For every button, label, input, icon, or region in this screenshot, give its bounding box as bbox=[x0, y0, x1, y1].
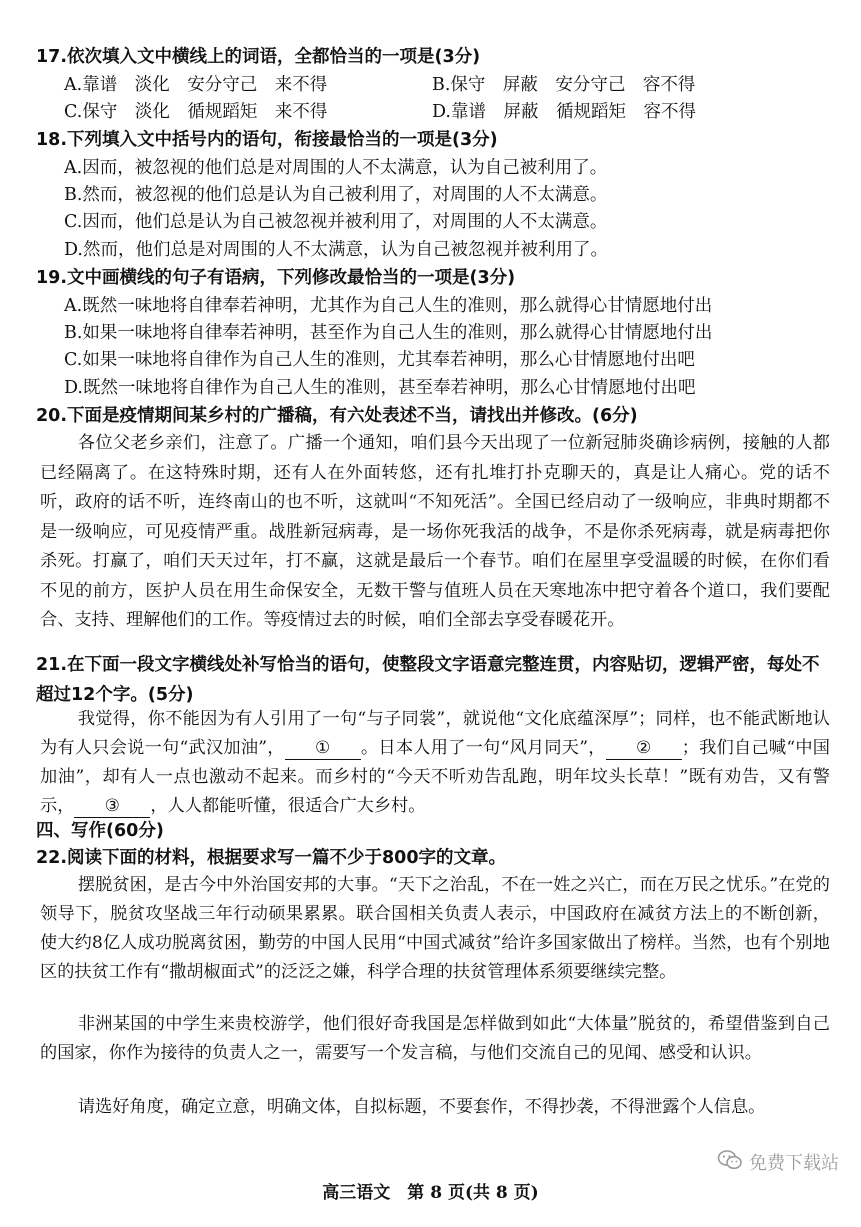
q21-title: 21.在下面一段文字横线处补写恰当的语句，使整段文字语意完整连贯，内容贴切，逻辑严密，每处不超过12个字。(5分) bbox=[36, 655, 820, 705]
q20-broadcast-text: 各位父老乡亲们，注意了。广播一个通知，咱们县今天出现了一位新冠肺炎确诊病例，接触的人都已经隔离了。在这特殊时期，还有人在外面转悠，还有扎堆打扑克聊天的，真是让人痛心。党的话不听，政府的话不听，连终南山的也不听，这就叫“不知死活”。全国已经启动了一级响应，非典时期都不是一级响应，可见疫情严重。战胜新冠病毒，是一场你死我活的战争，不是你杀死病毒，就是病毒把你杀死。打赢了，咱们天天过年，打不赢，这就是最后一个春节。咱们在屋里享受温暖的时候，在你们看不见的前方，医护人员在用生命保安全，无数干警与值班人员在天寒地冻中把守着各个道口，我们要配合、支持、理解他们的工作。等疫情过去的时候，咱们全部去享受春暖花开。 bbox=[40, 433, 830, 630]
q18-option-a: A.因而，被忽视的他们总是对周围的人不太满意，认为自己被利用了。 bbox=[64, 158, 608, 178]
wechat-icon bbox=[717, 1149, 743, 1179]
q22-title: 22.阅读下面的材料，根据要求写一篇不少于800字的文章。 bbox=[36, 848, 507, 868]
q22-requirements: 请选好角度，确定立意，明确文体，自拟标题，不要套作，不得抄袭，不得泄露个人信息。 bbox=[77, 1097, 766, 1117]
q21-blank-1[interactable]: ① bbox=[285, 737, 361, 760]
q18-title: 18.下列填入文中括号内的语句，衔接最恰当的一项是(3分) bbox=[36, 130, 498, 150]
q18-option-d: D.然而，他们总是对周围的人不太满意，认为自己被忽视并被利用了。 bbox=[64, 240, 608, 260]
q19-option-d: D.既然一味地将自律作为自己人生的准则，甚至奉若神明，那么心甘情愿地付出吧 bbox=[64, 378, 696, 398]
watermark bbox=[717, 1149, 839, 1179]
q17-option-a: A.靠谱 淡化 安分守己 来不得 bbox=[64, 75, 328, 95]
q21-blank-2[interactable]: ② bbox=[606, 737, 682, 760]
page-footer: 高三语文 第 8 页(共 8 页) bbox=[322, 1183, 539, 1203]
q21-text-2: 。日本人用了一句“风月同天”， bbox=[360, 738, 606, 758]
q19-option-b: B.如果一味地将自律奉若神明，甚至作为自己人生的准则，那么就得心甘情愿地付出 bbox=[64, 323, 713, 343]
section-writing-heading: 四、写作(60分) bbox=[36, 821, 164, 841]
q21-passage bbox=[40, 705, 830, 821]
q21-text-4: ，人人都能听懂，很适合广大乡村。 bbox=[150, 796, 426, 816]
q21-blank-3[interactable]: ③ bbox=[74, 795, 150, 818]
q21-text-3: ；我们自己喊“中国加油”，却有人一点也激动不起来。而乡村的“今天不听劝告乱跑，明年坟头长草！”既有劝告，又有警示， bbox=[40, 738, 830, 816]
q21-text-1: 我觉得，你不能因为有人引用了一句“与子同裳”，就说他“文化底蕴深厚”；同样，也不能武断地认为有人只会说一句“武汉加油”， bbox=[40, 709, 830, 758]
q17-option-d: D.靠谱 屏蔽 循规蹈矩 容不得 bbox=[432, 102, 696, 122]
q19-option-a: A.既然一味地将自律奉若神明，尤其作为自己人生的准则，那么就得心甘情愿地付出 bbox=[64, 296, 713, 316]
q18-option-b: B.然而，被忽视的他们总是认为自己被利用了，对周围的人不太满意。 bbox=[64, 185, 608, 205]
q17-option-b: B.保守 屏蔽 安分守己 容不得 bbox=[432, 75, 696, 95]
q22-material-paragraph-2: 非洲某国的中学生来贵校游学，他们很好奇我国是怎样做到如此“大体量”脱贫的，希望借鉴到自己的国家，你作为接待的负责人之一，需要写一个发言稿，与他们交流自己的见闻、感受和认识。 bbox=[40, 1014, 830, 1063]
watermark-text: 免费下载站 bbox=[749, 1153, 839, 1174]
q19-option-c: C.如果一味地将自律作为自己人生的准则，尤其奉若神明，那么心甘情愿地付出吧 bbox=[64, 350, 695, 370]
q20-title: 20.下面是疫情期间某乡村的广播稿，有六处表述不当，请找出并修改。(6分) bbox=[36, 406, 638, 426]
q22-material-paragraph-1: 摆脱贫困，是古今中外治国安邦的大事。“天下之治乱，不在一姓之兴亡，而在万民之忧乐。”在党的领导下，脱贫攻坚战三年行动硕果累累。联合国相关负责人表示，中国政府在减贫方法上的不断创新，使大约8亿人成功脱离贫困，勤劳的中国人民用“中国式减贫”给许多国家做出了榜样。当然，也有个别地区的扶贫工作有“撒胡椒面式”的泛泛之嫌，科学合理的扶贫管理体系须要继续完整。 bbox=[40, 875, 830, 982]
q19-title: 19.文中画横线的句子有语病，下列修改最恰当的一项是(3分) bbox=[36, 268, 516, 288]
q17-option-c: C.保守 淡化 循规蹈矩 来不得 bbox=[64, 102, 328, 122]
q18-option-c: C.因而，他们总是认为自己被忽视并被利用了，对周围的人不太满意。 bbox=[64, 212, 608, 232]
q17-title: 17.依次填入文中横线上的词语，全都恰当的一项是(3分) bbox=[36, 47, 481, 67]
